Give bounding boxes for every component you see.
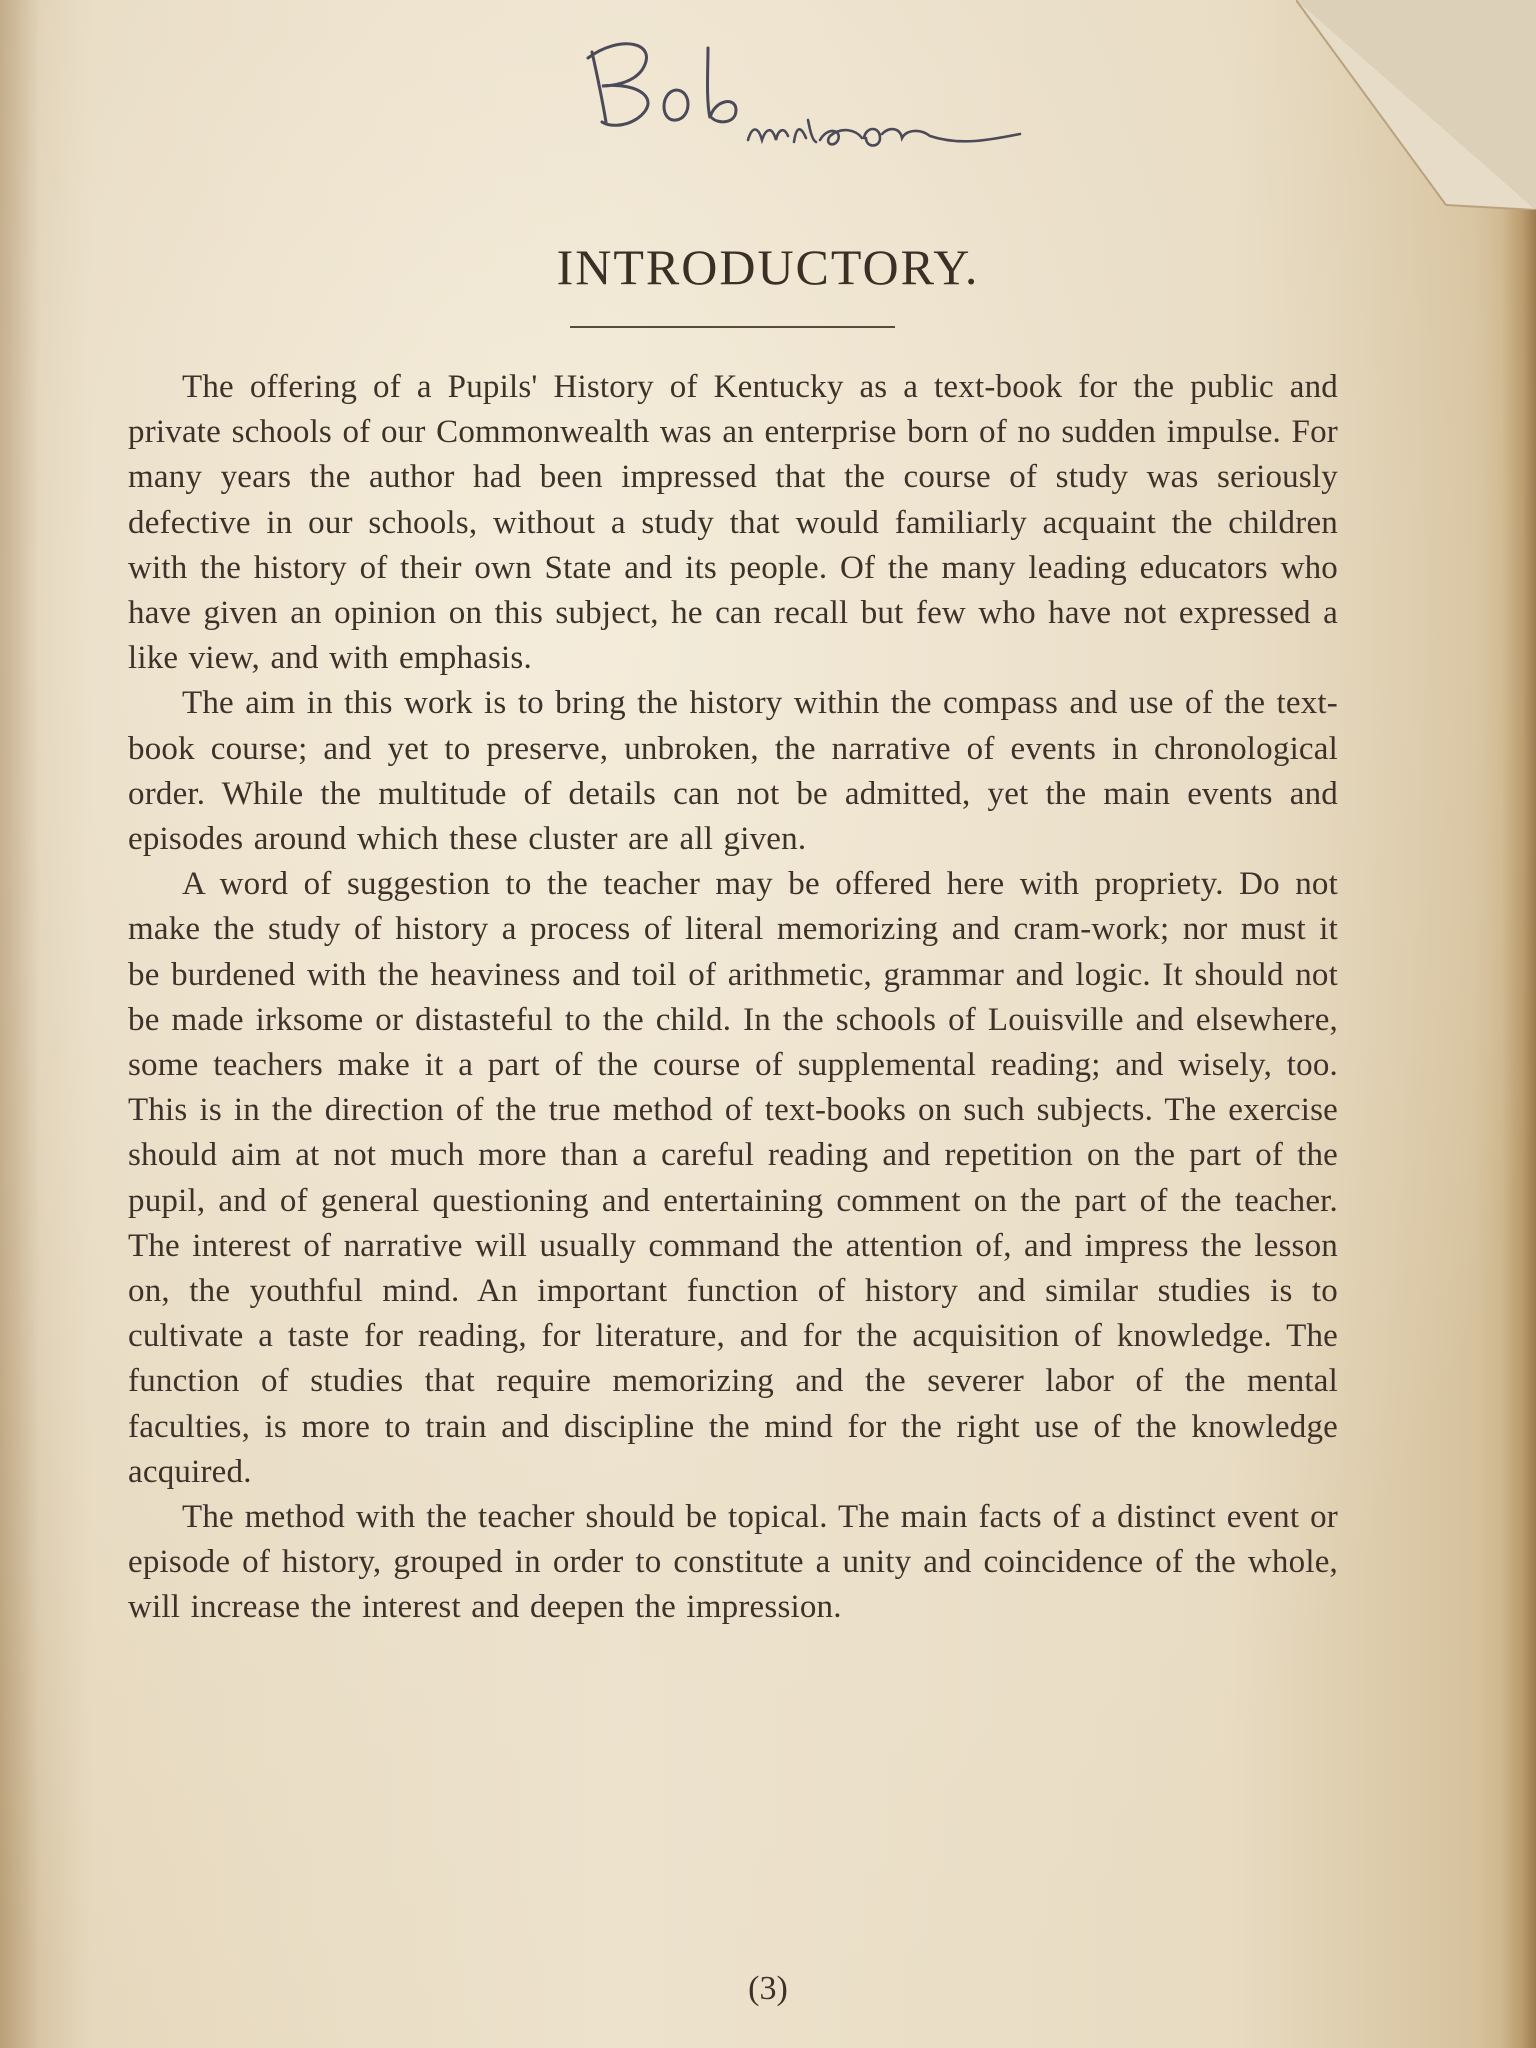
folded-corner [1296,0,1536,210]
chapter-title: INTRODUCTORY. [556,239,980,295]
title-rule-divider [570,326,895,328]
paragraph-2: The aim in this work is to bring the history within the compass and use of the text-book course; and yet to preserve, unbroken, the narrative of events in chronological order. While the multitude of details can not be admitted, yet the main events and episodes around which these cluster are all given. [128,685,1338,858]
paragraph-1: The offering of a Pupils' History of Kentucky as a text-book for the public and private schools of our Commonwealth was an enterprise born of no sudden impulse. For many years the author had been impressed that the course of study was seriously defective in our schools, without a study that would familiarly acquaint the children with the history of their own State and its people. Of the many leading educators who have given an opinion on this subject, he can recall but few who have not expressed a like view, and with emphasis. [128,369,1338,677]
body-text [128,365,1338,1631]
handwritten-signature [580,30,1040,180]
page-right-edge-shadow [1502,0,1536,2048]
paragraph-3: A word of suggestion to the teacher may be offered here with propriety. Do not make the study of history a process of literal memorizing and cram-work; nor must it be burdened with the heaviness and toil of arithmetic, grammar and logic. It should not be made irksome or distasteful to the child. In the schools of Louisville and elsewhere, some teachers make it a part of the course of supplemental reading; and wisely, too. This is in the direction of the true method of text-books on such subjects. The exercise should aim at not much more than a careful reading and repetition on the part of the pupil, and of general questioning and entertaining comment on the part of the teacher. The interest of narrative will usually command the attention of, and impress the lesson on, the youthful mind. An important function of history and similar studies is to cultivate a taste for reading, for literature, and for the acquisition of knowledge. The function of studies that require memorizing and the severer labor of the mental faculties, is more to train and discipline the mind for the right use of the knowledge acquired. [128,866,1338,1490]
page-left-edge-shadow [0,0,40,2048]
paragraph-4: The method with the teacher should be topical. The main facts of a distinct event or episode of history, grouped in order to constitute a unity and coincidence of the whole, will increase the interest and deepen the impression. [128,1499,1338,1626]
page-number: (3) [748,1970,788,2007]
